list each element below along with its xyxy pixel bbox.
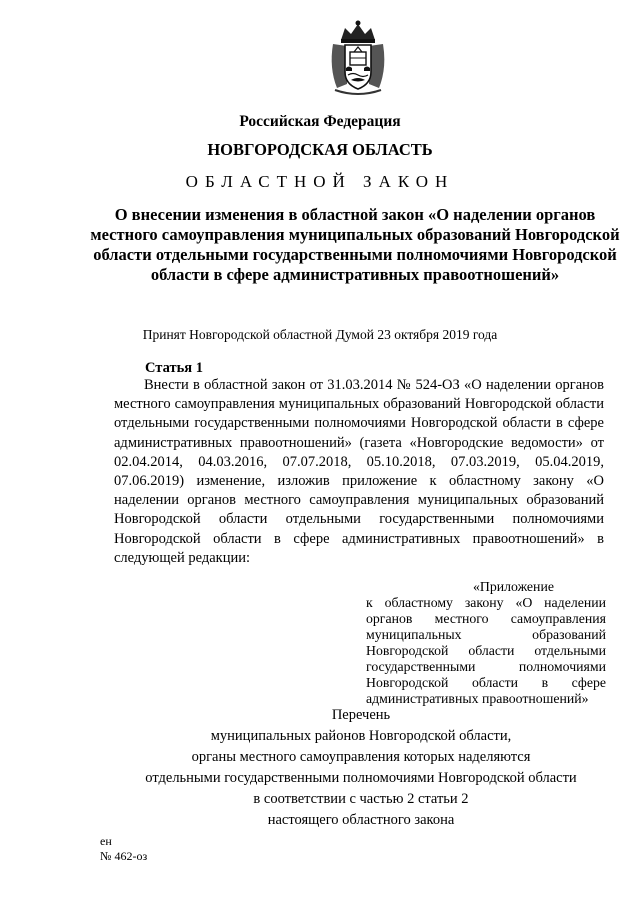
footer-number: № 462-оз — [100, 849, 148, 863]
footer-initials: ен — [100, 834, 112, 848]
law-title: О внесении изменения в областной закон «О наделении органов местного самоуправления муниципальных образований Новгородской области отдельными государственными полномочиями Новгородской области в сфере административных правоотношений» — [90, 205, 620, 284]
list-title-line: настоящего областного закона — [267, 812, 455, 828]
list-title-line: муниципальных районов Новгородской области, — [210, 728, 512, 744]
list-title-line: Перечень — [331, 707, 391, 723]
list-title — [106, 705, 616, 831]
adoption-note: Принят Новгородской областной Думой 23 октября 2019 года — [142, 327, 498, 342]
list-title-line: отдельными государственными полномочиями Новгородской области — [145, 770, 577, 786]
list-title-line: в соответствии с частью 2 статьи 2 — [253, 791, 469, 807]
country-name: Российская Федерация — [239, 113, 401, 130]
law-type: ОБЛАСТНОЙ ЗАКОН — [185, 172, 455, 191]
list-title-line: органы местного самоуправления которых наделяются — [191, 749, 531, 765]
article-body — [114, 376, 604, 568]
article-paragraph: Внести в областной закон от 31.03.2014 № 524-ОЗ «О наделении органов местного самоуправления муниципальных образований Новгородской области отдельными государственными полномочиями Новгородской области в сфере административных правоотношений» (газета «Новгородские ведомости» от 02.04.2014, 04.03.2016, 07.07.2018, 05.10.2018, 07.03.2019, 05.04.2019, 07.06.2019) изменение, изложив приложение к областному закону «О наделении органов местного самоуправления муниципальных образований Новгородской области отдельными государственными полномочиями Новгородской области в сфере административных правоотношений» в следующей редакции: — [114, 377, 604, 566]
appendix-block — [366, 579, 606, 707]
footer-note — [100, 834, 147, 864]
appendix-head: «Приложение — [473, 579, 554, 594]
novgorod-coat-of-arms-icon — [327, 18, 389, 96]
appendix-text: к областному закону «О наделении органов местного самоуправления муниципальных образований Новгородской области отдельными государственными полномочиями Новгородской области в сфере административных правоотношений» — [366, 595, 606, 706]
region-name: НОВГОРОДСКАЯ ОБЛАСТЬ — [207, 140, 433, 159]
article-heading: Статья 1 — [145, 360, 203, 376]
